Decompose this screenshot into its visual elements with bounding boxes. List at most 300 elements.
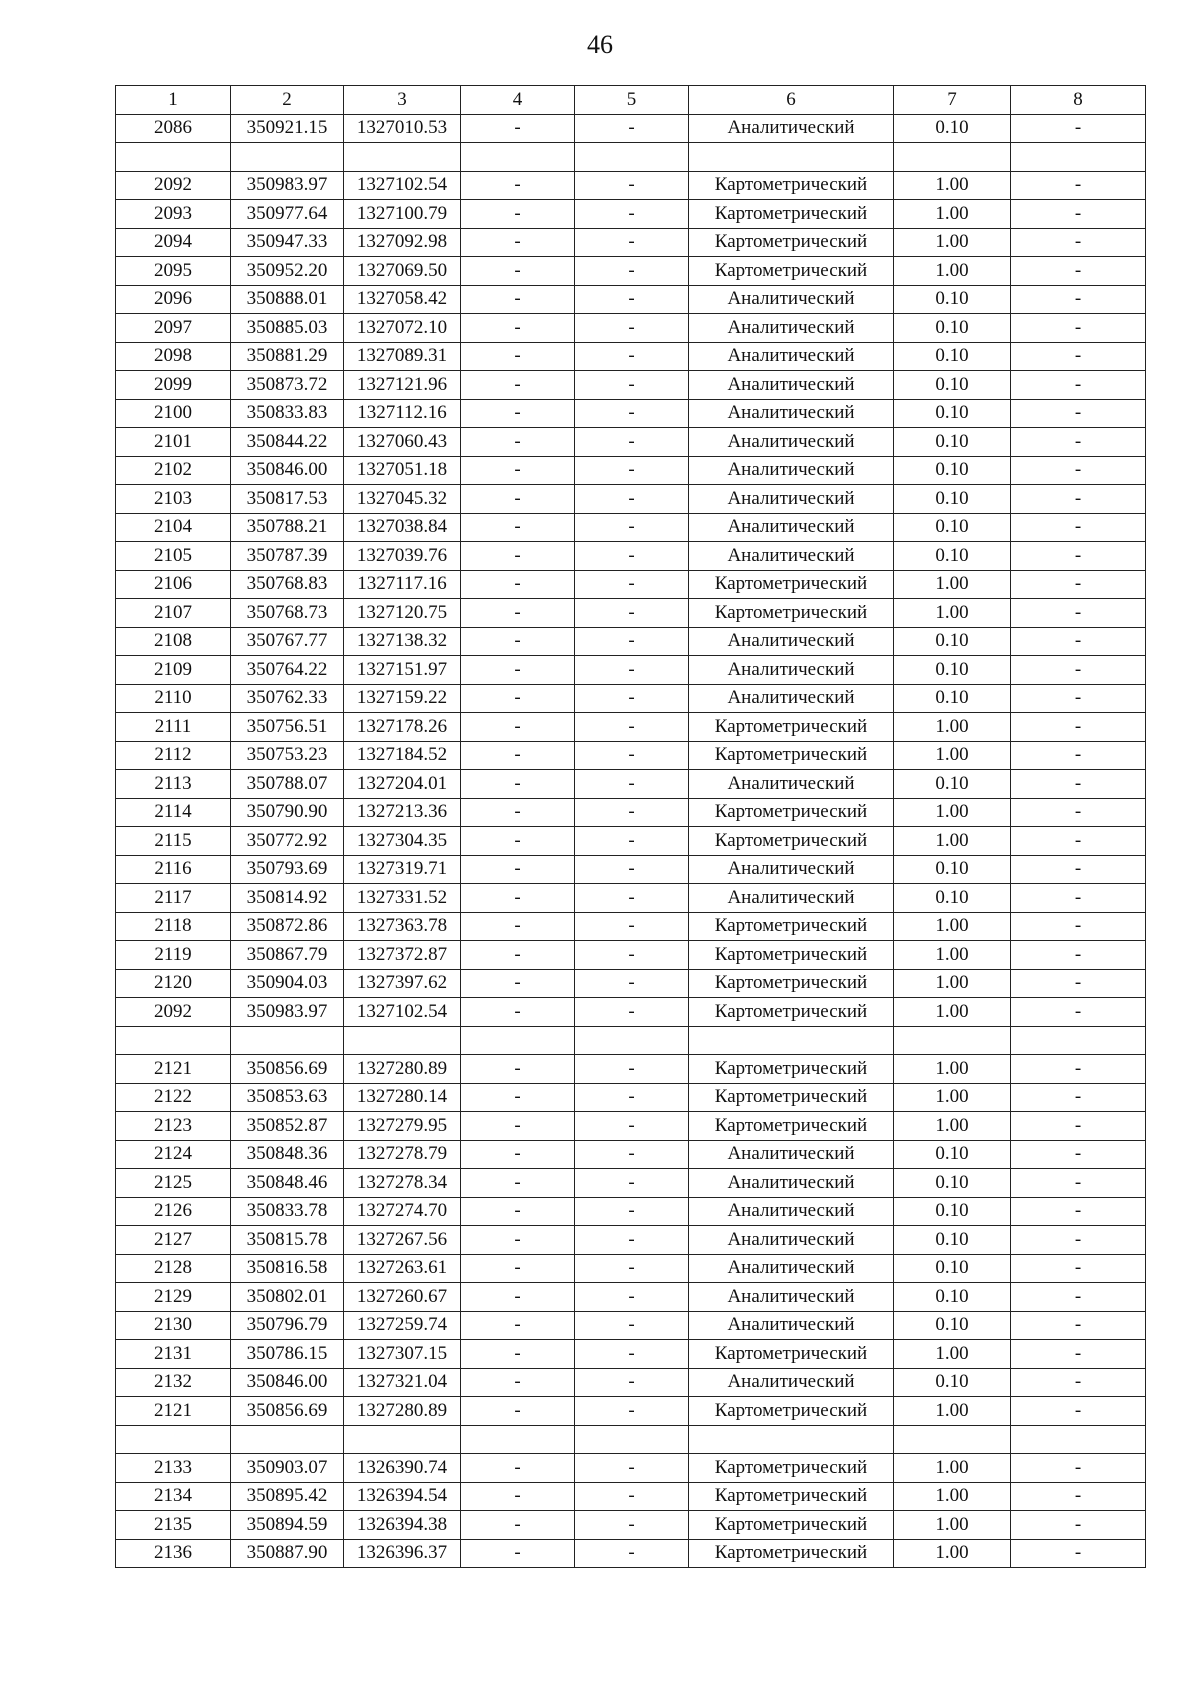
table-cell-col-2: 350833.78: [231, 1197, 344, 1226]
table-separator-row: [116, 1026, 1146, 1055]
table-cell-col-6: Картометрический: [689, 998, 894, 1027]
table-cell-col-6: Аналитический: [689, 1311, 894, 1340]
table-cell-col-7: 0.10: [894, 1254, 1011, 1283]
table-row: [116, 713, 1146, 742]
table-cell-col-1: 2117: [116, 884, 231, 913]
table-cell-col-6: Аналитический: [689, 627, 894, 656]
table-cell-col-3: 1327010.53: [344, 114, 461, 143]
page-number: 46: [587, 30, 613, 59]
table-cell-col-5: -: [575, 1511, 689, 1540]
table-row: [116, 171, 1146, 200]
table-cell-col-7: 1.00: [894, 1511, 1011, 1540]
table-cell-col-5: -: [575, 827, 689, 856]
table-cell-col-3: 1327372.87: [344, 941, 461, 970]
table-cell-col-3: [344, 143, 461, 172]
table-row: [116, 114, 1146, 143]
table-cell-col-4: -: [461, 656, 575, 685]
table-cell-col-8: -: [1011, 1169, 1146, 1198]
table-cell-col-6: Картометрический: [689, 969, 894, 998]
table-cell-col-8: -: [1011, 314, 1146, 343]
table-cell-col-6: Аналитический: [689, 1283, 894, 1312]
table-cell-col-8: -: [1011, 912, 1146, 941]
table-cell-col-2: [231, 1425, 344, 1454]
table-cell-col-7: [894, 1425, 1011, 1454]
table-cell-col-1: 2106: [116, 570, 231, 599]
table-cell-col-1: 2129: [116, 1283, 231, 1312]
table-cell-col-2: 350983.97: [231, 171, 344, 200]
table-row: [116, 1511, 1146, 1540]
table-cell-col-3: 1327138.32: [344, 627, 461, 656]
table-cell-col-7: 0.10: [894, 1283, 1011, 1312]
table-cell-col-3: 1327184.52: [344, 741, 461, 770]
table-cell-col-4: -: [461, 741, 575, 770]
table-cell-col-6: Картометрический: [689, 912, 894, 941]
table-row: [116, 770, 1146, 799]
table-cell-col-8: -: [1011, 741, 1146, 770]
table-cell-col-3: 1327112.16: [344, 399, 461, 428]
table-cell-col-2: 350887.90: [231, 1539, 344, 1568]
table-cell-col-2: 350852.87: [231, 1112, 344, 1141]
table-cell-col-6: Аналитический: [689, 399, 894, 428]
table-cell-col-7: 1.00: [894, 741, 1011, 770]
table-cell-col-1: 2086: [116, 114, 231, 143]
table-cell-col-2: 350947.33: [231, 228, 344, 257]
table-cell-col-4: -: [461, 599, 575, 628]
table-cell-col-2: 350802.01: [231, 1283, 344, 1312]
table-cell-col-3: 1327102.54: [344, 998, 461, 1027]
table-cell-col-8: -: [1011, 1083, 1146, 1112]
table-cell-col-7: 1.00: [894, 1340, 1011, 1369]
table-cell-col-7: 1.00: [894, 998, 1011, 1027]
table-cell-col-2: 350952.20: [231, 257, 344, 286]
table-cell-col-3: 1327060.43: [344, 428, 461, 457]
table-cell-col-3: 1327121.96: [344, 371, 461, 400]
table-cell-col-1: 2110: [116, 684, 231, 713]
table-cell-col-6: Аналитический: [689, 1226, 894, 1255]
table-cell-col-3: 1327267.56: [344, 1226, 461, 1255]
table-cell-col-6: Аналитический: [689, 1197, 894, 1226]
table-cell-col-3: 1327213.36: [344, 798, 461, 827]
table-cell-col-4: -: [461, 257, 575, 286]
column-header-7: 7: [894, 86, 1011, 115]
table-row: [116, 228, 1146, 257]
table-cell-col-4: -: [461, 570, 575, 599]
table-cell-col-1: 2131: [116, 1340, 231, 1369]
table-cell-col-7: 1.00: [894, 599, 1011, 628]
table-cell-col-1: 2092: [116, 998, 231, 1027]
table-cell-col-5: -: [575, 1140, 689, 1169]
table-cell-col-8: -: [1011, 1482, 1146, 1511]
table-cell-col-8: -: [1011, 428, 1146, 457]
table-cell-col-6: [689, 143, 894, 172]
table-row: [116, 1311, 1146, 1340]
table-cell-col-4: -: [461, 1169, 575, 1198]
table-cell-col-2: [231, 143, 344, 172]
table-cell-col-8: [1011, 1425, 1146, 1454]
table-row: [116, 342, 1146, 371]
table-cell-col-5: -: [575, 542, 689, 571]
table-row: [116, 513, 1146, 542]
table-cell-col-4: -: [461, 428, 575, 457]
table-cell-col-5: -: [575, 200, 689, 229]
table-cell-col-7: 0.10: [894, 1140, 1011, 1169]
table-cell-col-8: -: [1011, 1197, 1146, 1226]
table-cell-col-4: -: [461, 114, 575, 143]
table-cell-col-5: -: [575, 656, 689, 685]
table-cell-col-6: Аналитический: [689, 1169, 894, 1198]
table-cell-col-2: 350846.00: [231, 456, 344, 485]
table-cell-col-8: -: [1011, 1226, 1146, 1255]
table-cell-col-5: [575, 143, 689, 172]
table-row: [116, 1055, 1146, 1084]
table-cell-col-3: 1327089.31: [344, 342, 461, 371]
table-cell-col-6: Картометрический: [689, 1083, 894, 1112]
table-cell-col-4: -: [461, 1368, 575, 1397]
table-cell-col-2: 350888.01: [231, 285, 344, 314]
table-separator-row: [116, 143, 1146, 172]
table-cell-col-5: -: [575, 1112, 689, 1141]
table-cell-col-8: -: [1011, 456, 1146, 485]
table-row: [116, 1169, 1146, 1198]
column-header-6: 6: [689, 86, 894, 115]
table-cell-col-4: -: [461, 1482, 575, 1511]
table-cell-col-7: 0.10: [894, 513, 1011, 542]
table-cell-col-2: 350768.73: [231, 599, 344, 628]
table-cell-col-4: -: [461, 969, 575, 998]
table-row: [116, 371, 1146, 400]
table-cell-col-2: 350788.21: [231, 513, 344, 542]
table-cell-col-3: 1327331.52: [344, 884, 461, 913]
table-cell-col-6: Аналитический: [689, 314, 894, 343]
table-cell-col-8: -: [1011, 1140, 1146, 1169]
table-cell-col-1: 2104: [116, 513, 231, 542]
table-cell-col-7: 0.10: [894, 371, 1011, 400]
table-cell-col-6: Аналитический: [689, 285, 894, 314]
table-cell-col-5: -: [575, 1397, 689, 1426]
table-cell-col-6: Картометрический: [689, 941, 894, 970]
table-cell-col-4: -: [461, 1254, 575, 1283]
table-cell-col-6: Картометрический: [689, 1340, 894, 1369]
table-cell-col-4: -: [461, 1340, 575, 1369]
table-cell-col-1: 2126: [116, 1197, 231, 1226]
table-cell-col-6: Картометрический: [689, 827, 894, 856]
table-row: [116, 798, 1146, 827]
table-cell-col-3: 1327363.78: [344, 912, 461, 941]
table-cell-col-7: 0.10: [894, 342, 1011, 371]
table-cell-col-5: -: [575, 855, 689, 884]
table-cell-col-8: -: [1011, 228, 1146, 257]
column-header-4: 4: [461, 86, 575, 115]
table-cell-col-4: -: [461, 513, 575, 542]
table-cell-col-4: -: [461, 542, 575, 571]
table-cell-col-5: -: [575, 912, 689, 941]
table-row: [116, 1539, 1146, 1568]
table-cell-col-5: -: [575, 285, 689, 314]
table-cell-col-6: Аналитический: [689, 513, 894, 542]
table-row: [116, 1454, 1146, 1483]
table-cell-col-1: 2109: [116, 656, 231, 685]
table-cell-col-1: 2132: [116, 1368, 231, 1397]
table-cell-col-6: Аналитический: [689, 342, 894, 371]
table-row: [116, 428, 1146, 457]
table-cell-col-7: 1.00: [894, 200, 1011, 229]
table-row: [116, 570, 1146, 599]
table-cell-col-1: 2105: [116, 542, 231, 571]
table-cell-col-4: -: [461, 627, 575, 656]
table-cell-col-8: -: [1011, 285, 1146, 314]
table-cell-col-6: Картометрический: [689, 713, 894, 742]
table-cell-col-8: -: [1011, 827, 1146, 856]
table-cell-col-3: 1327117.16: [344, 570, 461, 599]
table-cell-col-2: 350867.79: [231, 941, 344, 970]
table-cell-col-2: 350848.46: [231, 1169, 344, 1198]
table-row: [116, 1397, 1146, 1426]
table-cell-col-3: 1327072.10: [344, 314, 461, 343]
table-cell-col-4: -: [461, 1112, 575, 1141]
table-cell-col-6: Аналитический: [689, 770, 894, 799]
table-cell-col-4: -: [461, 770, 575, 799]
table-cell-col-1: 2094: [116, 228, 231, 257]
table-cell-col-7: 0.10: [894, 1169, 1011, 1198]
table-cell-col-2: 350881.29: [231, 342, 344, 371]
table-cell-col-5: -: [575, 228, 689, 257]
table-separator-row: [116, 1425, 1146, 1454]
table-cell-col-8: -: [1011, 1511, 1146, 1540]
table-row: [116, 1368, 1146, 1397]
table-cell-col-8: -: [1011, 1055, 1146, 1084]
table-cell-col-5: -: [575, 798, 689, 827]
table-cell-col-3: 1326394.38: [344, 1511, 461, 1540]
table-row: [116, 456, 1146, 485]
table-cell-col-2: 350756.51: [231, 713, 344, 742]
table-cell-col-8: -: [1011, 513, 1146, 542]
table-cell-col-4: -: [461, 1397, 575, 1426]
table-cell-col-7: 0.10: [894, 1368, 1011, 1397]
table-row: [116, 912, 1146, 941]
table-cell-col-1: 2101: [116, 428, 231, 457]
table-cell-col-7: 0.10: [894, 285, 1011, 314]
table-cell-col-6: Аналитический: [689, 1140, 894, 1169]
table-cell-col-7: 1.00: [894, 171, 1011, 200]
table-row: [116, 998, 1146, 1027]
table-cell-col-1: 2100: [116, 399, 231, 428]
table-cell-col-3: 1327280.89: [344, 1397, 461, 1426]
table-cell-col-2: 350833.83: [231, 399, 344, 428]
table-cell-col-2: 350814.92: [231, 884, 344, 913]
table-cell-col-6: Картометрический: [689, 1482, 894, 1511]
table-cell-col-3: 1327319.71: [344, 855, 461, 884]
table-cell-col-2: 350764.22: [231, 656, 344, 685]
table-cell-col-1: 2097: [116, 314, 231, 343]
table-cell-col-1: 2130: [116, 1311, 231, 1340]
table-cell-col-8: -: [1011, 399, 1146, 428]
table-cell-col-6: Картометрический: [689, 171, 894, 200]
table-cell-col-2: 350786.15: [231, 1340, 344, 1369]
table-cell-col-8: -: [1011, 798, 1146, 827]
table-cell-col-8: -: [1011, 485, 1146, 514]
table-cell-col-6: Картометрический: [689, 1511, 894, 1540]
table-cell-col-6: Аналитический: [689, 1368, 894, 1397]
table-cell-col-3: 1327304.35: [344, 827, 461, 856]
table-row: [116, 1197, 1146, 1226]
table-cell-col-8: -: [1011, 941, 1146, 970]
table-cell-col-4: -: [461, 941, 575, 970]
table-row: [116, 485, 1146, 514]
table-cell-col-1: 2098: [116, 342, 231, 371]
table-cell-col-3: 1326394.54: [344, 1482, 461, 1511]
table-cell-col-5: -: [575, 599, 689, 628]
table-cell-col-5: -: [575, 998, 689, 1027]
table-body: [116, 114, 1146, 1568]
table-cell-col-6: Картометрический: [689, 1454, 894, 1483]
table-cell-col-1: 2135: [116, 1511, 231, 1540]
table-cell-col-4: -: [461, 684, 575, 713]
table-cell-col-2: 350853.63: [231, 1083, 344, 1112]
table-cell-col-7: 1.00: [894, 827, 1011, 856]
table-row: [116, 741, 1146, 770]
table-cell-col-6: Картометрический: [689, 228, 894, 257]
table-cell-col-6: Картометрический: [689, 257, 894, 286]
table-cell-col-2: 350815.78: [231, 1226, 344, 1255]
table-cell-col-6: Аналитический: [689, 855, 894, 884]
table-cell-col-3: 1327321.04: [344, 1368, 461, 1397]
table-cell-col-3: 1327260.67: [344, 1283, 461, 1312]
table-cell-col-6: Аналитический: [689, 485, 894, 514]
table-cell-col-2: 350844.22: [231, 428, 344, 457]
table-cell-col-3: [344, 1026, 461, 1055]
table-row: [116, 200, 1146, 229]
table-cell-col-4: [461, 1425, 575, 1454]
table-cell-col-8: -: [1011, 1454, 1146, 1483]
table-cell-col-4: -: [461, 314, 575, 343]
table-cell-col-1: 2112: [116, 741, 231, 770]
table-cell-col-8: -: [1011, 656, 1146, 685]
table-cell-col-3: 1327159.22: [344, 684, 461, 713]
table-cell-col-3: 1327279.95: [344, 1112, 461, 1141]
table-row: [116, 257, 1146, 286]
table-cell-col-7: 0.10: [894, 770, 1011, 799]
table-row: [116, 542, 1146, 571]
table-cell-col-5: -: [575, 1083, 689, 1112]
table-row: [116, 941, 1146, 970]
table-cell-col-3: 1327039.76: [344, 542, 461, 571]
table-cell-col-8: -: [1011, 1539, 1146, 1568]
table-cell-col-2: 350817.53: [231, 485, 344, 514]
table-cell-col-7: 1.00: [894, 1112, 1011, 1141]
table-cell-col-7: 0.10: [894, 1197, 1011, 1226]
table-cell-col-5: -: [575, 257, 689, 286]
table-cell-col-4: -: [461, 485, 575, 514]
table-cell-col-5: [575, 1026, 689, 1055]
table-cell-col-3: 1327280.14: [344, 1083, 461, 1112]
table-cell-col-8: -: [1011, 770, 1146, 799]
table-cell-col-1: 2125: [116, 1169, 231, 1198]
table-cell-col-4: -: [461, 342, 575, 371]
table-cell-col-7: 0.10: [894, 627, 1011, 656]
table-cell-col-2: 350787.39: [231, 542, 344, 571]
table-cell-col-4: -: [461, 1311, 575, 1340]
table-cell-col-8: -: [1011, 969, 1146, 998]
table-cell-col-1: 2123: [116, 1112, 231, 1141]
table-cell-col-1: 2095: [116, 257, 231, 286]
table-cell-col-4: -: [461, 713, 575, 742]
table-cell-col-5: -: [575, 314, 689, 343]
table-cell-col-8: -: [1011, 1397, 1146, 1426]
table-cell-col-1: 2111: [116, 713, 231, 742]
table-cell-col-1: 2102: [116, 456, 231, 485]
table-cell-col-7: 0.10: [894, 884, 1011, 913]
table-cell-col-2: 350885.03: [231, 314, 344, 343]
table-cell-col-2: 350793.69: [231, 855, 344, 884]
table-cell-col-5: -: [575, 941, 689, 970]
table-cell-col-6: Картометрический: [689, 1055, 894, 1084]
table-cell-col-8: -: [1011, 171, 1146, 200]
table-cell-col-7: 1.00: [894, 1539, 1011, 1568]
table-cell-col-5: -: [575, 1169, 689, 1198]
table-cell-col-1: 2121: [116, 1055, 231, 1084]
table-cell-col-1: 2107: [116, 599, 231, 628]
table-cell-col-4: -: [461, 371, 575, 400]
table-cell-col-7: 0.10: [894, 656, 1011, 685]
coordinates-table: [115, 85, 1146, 1568]
table-cell-col-6: Аналитический: [689, 428, 894, 457]
table-row: [116, 969, 1146, 998]
table-cell-col-4: -: [461, 1539, 575, 1568]
table-cell-col-1: 2116: [116, 855, 231, 884]
table-row: [116, 599, 1146, 628]
table-cell-col-6: Картометрический: [689, 570, 894, 599]
table-cell-col-4: -: [461, 200, 575, 229]
table-cell-col-3: 1327051.18: [344, 456, 461, 485]
table-row: [116, 1112, 1146, 1141]
table-cell-col-4: [461, 143, 575, 172]
table-cell-col-6: Картометрический: [689, 741, 894, 770]
table-cell-col-5: -: [575, 713, 689, 742]
table-cell-col-7: 0.10: [894, 114, 1011, 143]
table-cell-col-4: -: [461, 399, 575, 428]
table-cell-col-2: 350790.90: [231, 798, 344, 827]
table-row: [116, 399, 1146, 428]
table-cell-col-5: -: [575, 1055, 689, 1084]
table-cell-col-2: 350921.15: [231, 114, 344, 143]
table-cell-col-7: 1.00: [894, 1482, 1011, 1511]
table-cell-col-1: 2093: [116, 200, 231, 229]
table-cell-col-6: Картометрический: [689, 1397, 894, 1426]
table-cell-col-5: -: [575, 456, 689, 485]
table-cell-col-1: 2114: [116, 798, 231, 827]
table-cell-col-5: -: [575, 428, 689, 457]
table-header-row: [116, 86, 1146, 115]
table-cell-col-8: -: [1011, 855, 1146, 884]
table-cell-col-7: 1.00: [894, 912, 1011, 941]
table-cell-col-5: -: [575, 1454, 689, 1483]
table-cell-col-7: 0.10: [894, 684, 1011, 713]
table-cell-col-5: -: [575, 114, 689, 143]
table-cell-col-8: -: [1011, 200, 1146, 229]
table-cell-col-2: 350894.59: [231, 1511, 344, 1540]
table-row: [116, 827, 1146, 856]
table-cell-col-7: 0.10: [894, 314, 1011, 343]
table-cell-col-1: 2108: [116, 627, 231, 656]
table-cell-col-5: -: [575, 627, 689, 656]
table-cell-col-4: -: [461, 827, 575, 856]
table-cell-col-4: -: [461, 285, 575, 314]
table-cell-col-3: 1327092.98: [344, 228, 461, 257]
column-header-2: 2: [231, 86, 344, 115]
table-cell-col-8: -: [1011, 627, 1146, 656]
table-cell-col-5: -: [575, 1368, 689, 1397]
table-cell-col-1: 2096: [116, 285, 231, 314]
